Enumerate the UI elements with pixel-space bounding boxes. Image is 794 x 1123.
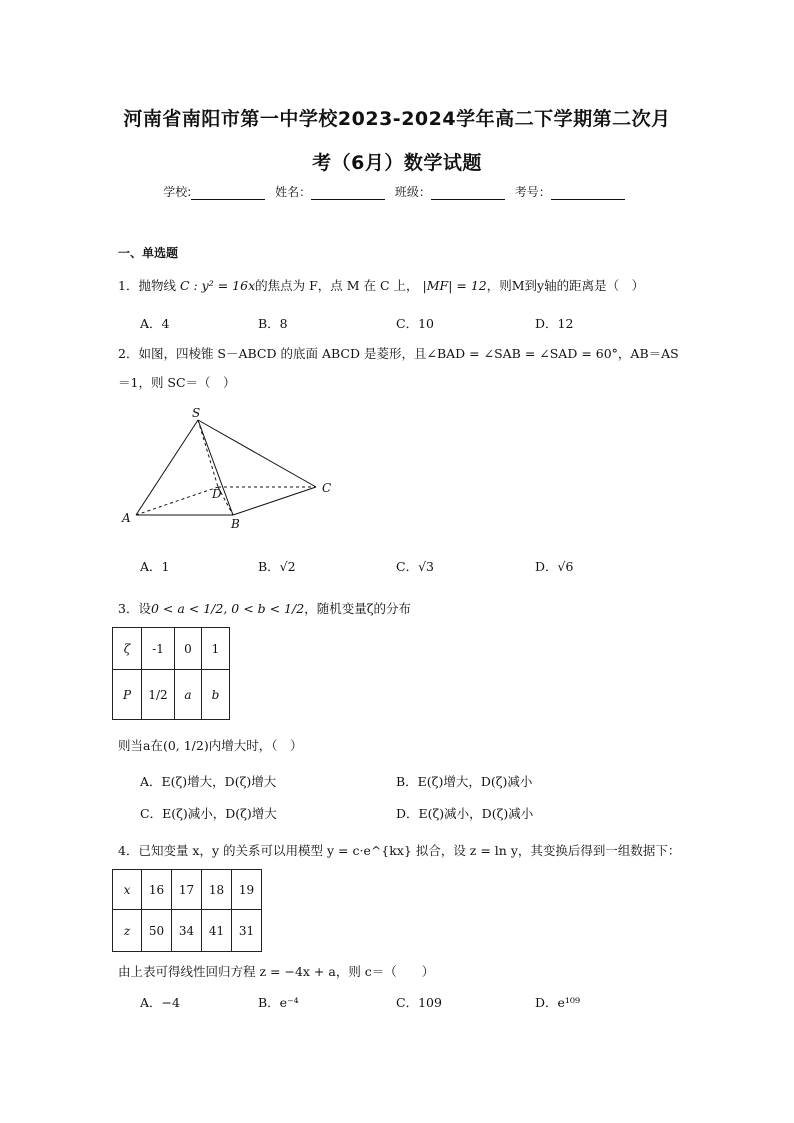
q2-option-c[interactable]: C．√3 — [396, 559, 434, 574]
table-cell: 0 — [175, 628, 202, 670]
q4-option-a[interactable]: A．−4 — [140, 995, 180, 1010]
q2-line2: ＝1，则 SC＝（ ） — [118, 375, 236, 390]
edge-bc — [233, 487, 316, 515]
q3-option-d[interactable]: D．E(ζ)减小，D(ζ)减小 — [396, 806, 534, 821]
q4-followup: 由上表可得线性回归方程 z = −4x + a，则 c＝（ ） — [118, 964, 435, 979]
table-cell: b — [202, 670, 230, 720]
table-cell: -1 — [142, 628, 175, 670]
pyramid-figure — [118, 402, 348, 534]
table-row — [113, 628, 230, 670]
class-label: 班级： — [394, 185, 431, 199]
table-cell: 18 — [202, 870, 232, 910]
exam-title-line1: 河南省南阳市第一中学校2023-2024学年高二下学期第二次月 — [123, 108, 671, 130]
student-info-line — [0, 183, 794, 200]
table-cell: 34 — [172, 910, 202, 952]
q3-prefix: 3．设 — [118, 601, 151, 616]
q3-option-b[interactable]: B．E(ζ)增大，D(ζ)减小 — [396, 774, 533, 789]
label-b: B — [231, 517, 240, 531]
name-blank[interactable] — [311, 187, 385, 200]
q1-option-d[interactable]: D．12 — [535, 316, 574, 331]
class-blank[interactable] — [431, 187, 505, 200]
question-1 — [118, 276, 644, 294]
table-cell: P — [113, 670, 142, 720]
q3-option-c[interactable]: C．E(ζ)减小，D(ζ)增大 — [140, 806, 277, 821]
table-cell: ζ — [113, 628, 142, 670]
q1-text-a: 抛物线 — [138, 278, 176, 293]
table-cell: 16 — [142, 870, 172, 910]
question-4: 4．已知变量 x，y 的关系可以用模型 y = c·e^{kx} 拟合，设 z = ln y，其变换后得到一组数据下： — [118, 843, 681, 858]
q1-option-a[interactable]: A．4 — [140, 316, 170, 331]
table-row — [113, 670, 230, 720]
edge-sa — [136, 420, 198, 515]
section-heading: 一、单选题 — [118, 246, 179, 260]
q1-option-c[interactable]: C．10 — [396, 316, 434, 331]
edge-ad — [136, 487, 218, 515]
q4-option-d[interactable]: D．e¹⁰⁹ — [535, 995, 580, 1010]
q2-option-a[interactable]: A．1 — [140, 559, 170, 574]
q3-followup: 则当a在(0, 1/2)内增大时，（ ） — [118, 738, 303, 753]
table-cell: 19 — [232, 870, 262, 910]
exam-number-label: 考号： — [514, 185, 551, 199]
name-label: 姓名： — [275, 185, 312, 199]
q4-data-table — [112, 869, 262, 952]
exam-number-blank[interactable] — [551, 187, 625, 200]
q4-option-c[interactable]: C．109 — [396, 995, 442, 1010]
label-a: A — [122, 511, 131, 525]
school-label: 学校: — [163, 185, 192, 199]
q1-expr: C : y² = 16x — [179, 278, 256, 293]
table-cell: x — [113, 870, 142, 910]
question-3 — [118, 599, 411, 617]
school-blank[interactable] — [191, 187, 265, 200]
label-c: C — [322, 481, 332, 495]
table-cell: 1/2 — [142, 670, 175, 720]
q3-distribution-table — [112, 627, 230, 720]
q1-text-c: ，则M到y轴的距离是（ ） — [486, 278, 645, 293]
table-cell: 1 — [202, 628, 230, 670]
table-row — [113, 910, 262, 952]
table-cell: z — [113, 910, 142, 952]
q1-option-b[interactable]: B．8 — [258, 316, 288, 331]
edge-sc — [198, 420, 316, 487]
q4-option-b[interactable]: B．e⁻⁴ — [258, 995, 299, 1010]
q1-text-b: 的焦点为 F，点 M 在 C 上， — [255, 278, 419, 293]
q3-option-a[interactable]: A．E(ζ)增大，D(ζ)增大 — [140, 774, 277, 789]
q2-line1: 2．如图，四棱锥 S－ABCD 的底面 ABCD 是菱形，且∠BAD = ∠SAB = ∠SAD = 60°，AB＝AS — [118, 346, 679, 361]
table-cell: 50 — [142, 910, 172, 952]
q3-condition: 0 < a < 1/2, 0 < b < 1/2 — [150, 601, 305, 616]
q2-option-b[interactable]: B．√2 — [258, 559, 296, 574]
table-cell: 41 — [202, 910, 232, 952]
table-cell: 17 — [172, 870, 202, 910]
table-cell: 31 — [232, 910, 262, 952]
q1-number: 1． — [118, 278, 139, 293]
q3-suffix: ，随机变量ζ的分布 — [304, 601, 411, 616]
label-s: S — [192, 406, 201, 420]
exam-title-line2: 考（6月）数学试题 — [312, 152, 482, 174]
q1-expr2: |MF| = 12 — [422, 278, 487, 293]
q2-option-d[interactable]: D．√6 — [535, 559, 574, 574]
table-cell: a — [175, 670, 202, 720]
label-d: D — [212, 487, 222, 501]
table-row — [113, 870, 262, 910]
